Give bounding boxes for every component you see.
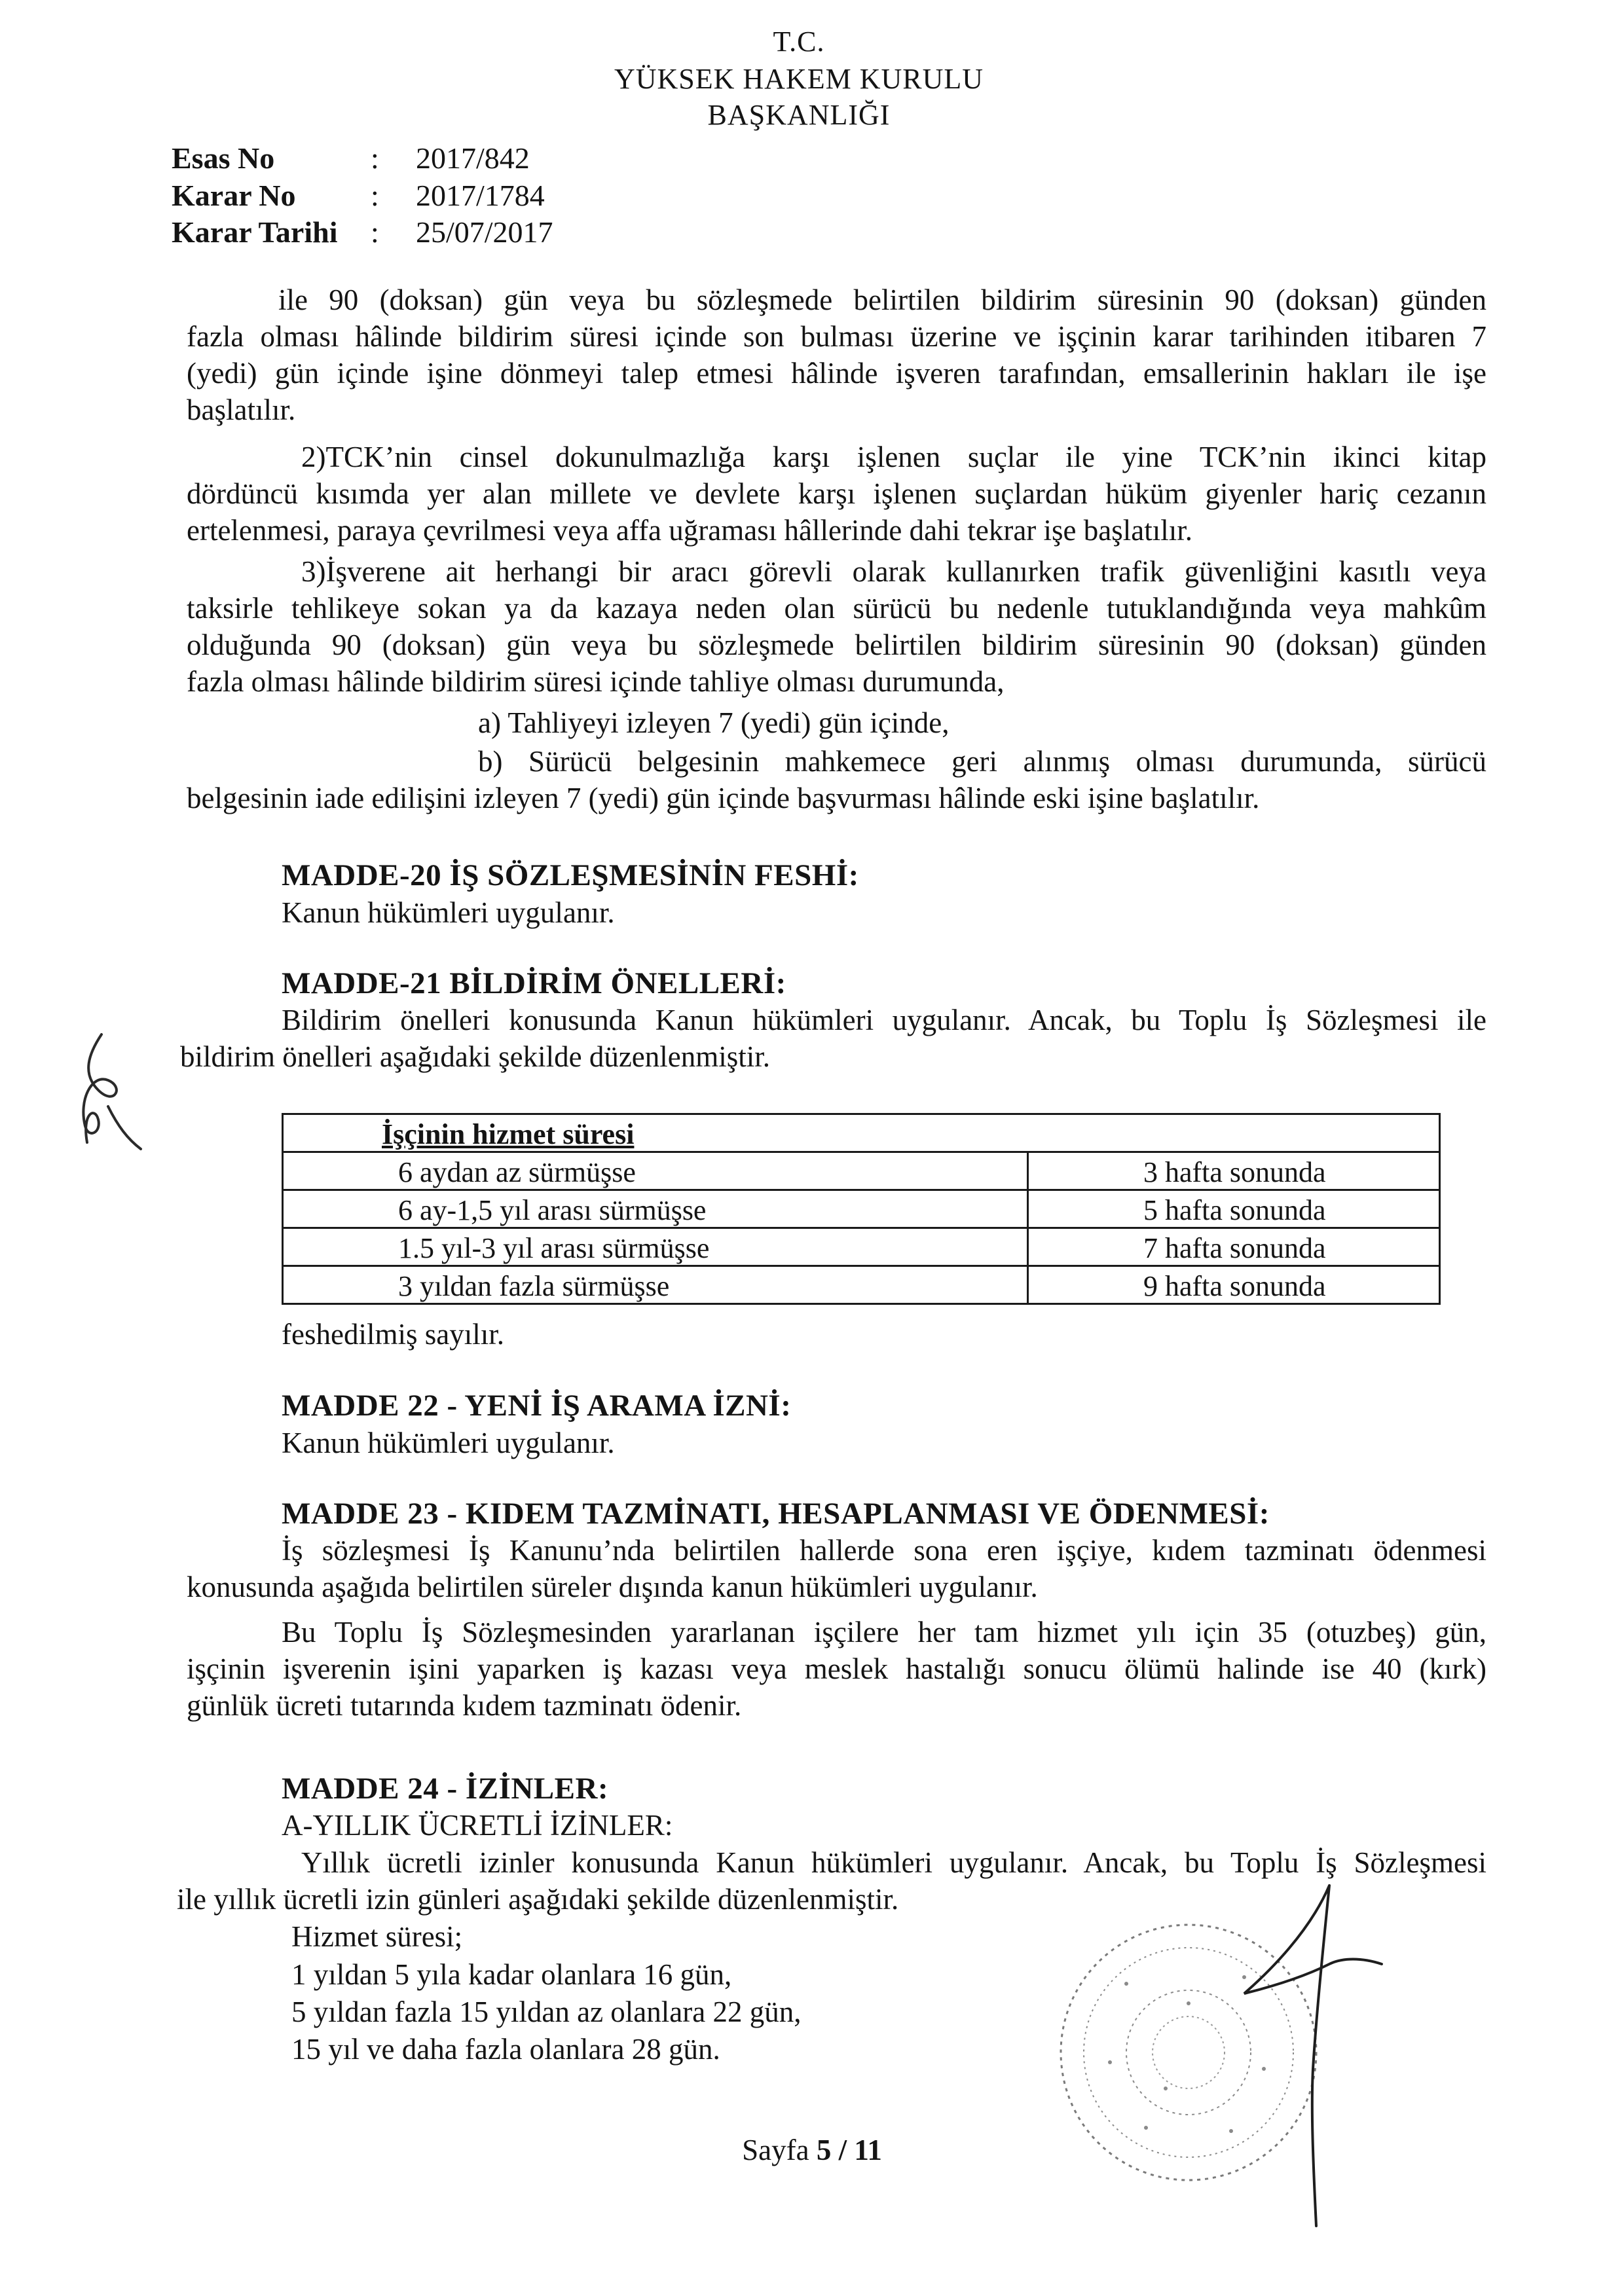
table-row [283,1152,1440,1190]
meta-separator: : [371,179,379,212]
leave-tier: 1 yıldan 5 yıla kadar olanlara 16 gün, [291,1958,732,1991]
text-line: Bu Toplu İş Sözleşmesinden yararlanan işçilere her tam hizmet yılı için 35 (otuzbeş) gün, [282,1616,1486,1649]
text-line: Bildirim önelleri konusunda Kanun hükümleri uygulanır. Ancak, bu Toplu İş Sözleşmesi ile [282,1004,1486,1036]
text-line: Yıllık ücretli izinler konusunda Kanun hükümleri uygulanır. Ancak, bu Toplu İş Sözleşmesi [301,1846,1486,1879]
madde-24-subtitle: A-YILLIK ÜCRETLİ İZİNLER: [282,1809,673,1842]
text-line: belgesinin iade edilişini izleyen 7 (yedi) gün içinde başvurması hâlinde eski işine başlatılır. [187,782,1260,814]
margin-initial-mark [62,1028,147,1159]
item-3a: a) Tahliyeyi izleyen 7 (yedi) gün içinde, [478,706,950,739]
text-line: olduğunda 90 (doksan) gün veya bu sözleşmede belirtilen bildirim süresinin 90 (doksan) günden [187,629,1486,661]
footer-prefix: Sayfa [742,2134,817,2166]
table-row [283,1190,1440,1228]
intro-paragraph-cont [187,318,1486,428]
esas-value: 2017/842 [416,141,530,175]
period-cell: 1.5 yıl-3 yıl arası sürmüşse [283,1228,1028,1266]
tarih-label: Karar Tarihi [172,215,338,249]
table-row [283,1228,1440,1266]
karar-label: Karar No [172,179,296,212]
text-line: ile 90 (doksan) gün veya bu sözleşmede belirtilen bildirim süresinin 90 (doksan) günden [278,283,1486,316]
text-line: (yedi) gün içinde işine dönmeyi talep etmesi hâlinde işveren tarafından, emsallerinin hakları ile işe [187,357,1486,390]
text-line: ertelenmesi, paraya çevrilmesi veya affa uğraması hâllerinde dahi tekrar işe başlatılır. [187,514,1192,547]
text-line: bildirim önelleri aşağıdaki şekilde düzenlenmiştir. [180,1040,771,1073]
text-line: dördüncü kısımda yer alan millete ve devlete karşı işlenen suçlardan hüküm giyenler hariç cezanın [187,477,1486,510]
text-line: fazla olması hâlinde bildirim süresi içinde tahliye olması durumunda, [187,665,1005,698]
item-3b-paragraph [187,743,1486,816]
madde-23-heading: MADDE 23 - KIDEM TAZMİNATI, HESAPLANMASI VE ÖDENMESİ: [282,1497,1270,1531]
notice-cell: 9 hafta sonunda [1028,1266,1440,1304]
notice-cell: 5 hafta sonunda [1028,1190,1440,1228]
madde-23-paragraph-2 [187,1614,1486,1724]
header-institution: YÜKSEK HAKEM KURULU [614,63,984,95]
madde-20-heading: MADDE-20 İŞ SÖZLEŞMESİNİN FESHİ: [282,858,859,892]
notice-period-table [282,1113,1441,1305]
period-cell: 6 aydan az sürmüşse [283,1152,1028,1190]
karar-value: 2017/1784 [416,179,545,212]
madde-24-heading: MADDE 24 - İZİNLER: [282,1772,609,1806]
meta-separator: : [371,141,379,175]
signature-mark [1231,1872,1401,2239]
after-table-text: feshedilmiş sayılır. [282,1318,504,1351]
header-department: BAŞKANLIĞI [707,99,891,131]
leave-tier: 5 yıldan fazla 15 yıldan az olanlara 22 gün, [291,1995,802,2028]
page-footer [0,2133,1624,2167]
table-row [283,1266,1440,1304]
notice-cell: 3 hafta sonunda [1028,1152,1440,1190]
text-line: konusunda aşağıda belirtilen süreler dışında kanun hükümleri uygulanır. [187,1571,1038,1603]
table-header: İşçinin hizmet süresi [283,1114,1440,1152]
text-line: ile yıllık ücretli izin günleri aşağıdaki şekilde düzenlenmiştir. [177,1883,899,1916]
page-number: 5 / 11 [816,2134,882,2166]
service-label: Hizmet süresi; [291,1920,463,1953]
text-line: 2)TCK’nin cinsel dokunulmazlığa karşı işlenen suçlar ile yine TCK’nin ikinci kitap [301,441,1486,473]
period-cell: 3 yıldan fazla sürmüşse [283,1266,1028,1304]
madde-23-paragraph-1 [187,1532,1486,1605]
period-cell: 6 ay-1,5 yıl arası sürmüşse [283,1190,1028,1228]
tarih-value: 25/07/2017 [416,215,553,249]
meta-separator: : [371,215,379,249]
text-line: başlatılır. [187,393,296,426]
notice-cell: 7 hafta sonunda [1028,1228,1440,1266]
item-2-paragraph [187,439,1486,549]
leave-tier: 15 yıl ve daha fazla olanlara 28 gün. [291,2033,720,2066]
header-tc: T.C. [773,26,825,58]
text-line: fazla olması hâlinde bildirim süresi içinde son bulması üzerine ve işçinin karar tarihinden itibaren 7 [187,320,1486,353]
text-line: b) Sürücü belgesinin mahkemece geri alınmış olması durumunda, sürücü [478,745,1486,778]
intro-paragraph [187,282,1486,318]
madde-22-heading: MADDE 22 - YENİ İŞ ARAMA İZNİ: [282,1389,792,1423]
esas-label: Esas No [172,141,275,175]
table-header-row [283,1114,1440,1152]
madde-22-text: Kanun hükümleri uygulanır. [282,1427,615,1459]
madde-21-heading: MADDE-21 BİLDİRİM ÖNELLERİ: [282,966,786,1000]
madde-20-text: Kanun hükümleri uygulanır. [282,896,615,929]
item-3-paragraph [187,553,1486,700]
text-line: işçinin işverenin işini yaparken iş kazası veya meslek hastalığı sonucu ölümü halinde ise 40 (kırk) [187,1652,1486,1685]
text-line: 3)İşverene ait herhangi bir aracı görevli olarak kullanırken trafik güvenliğini kasıtlı veya [301,555,1486,588]
text-line: taksirle tehlikeye sokan ya da kazaya neden olan sürücü bu nedenle tutuklandığında veya mahkûm [187,592,1486,625]
text-line: günlük ücreti tutarında kıdem tazminatı ödenir. [187,1689,742,1722]
madde-21-paragraph [180,1002,1486,1075]
text-line: İş sözleşmesi İş Kanunu’nda belirtilen hallerde sona eren işçiye, kıdem tazminatı ödenmesi [282,1534,1486,1567]
